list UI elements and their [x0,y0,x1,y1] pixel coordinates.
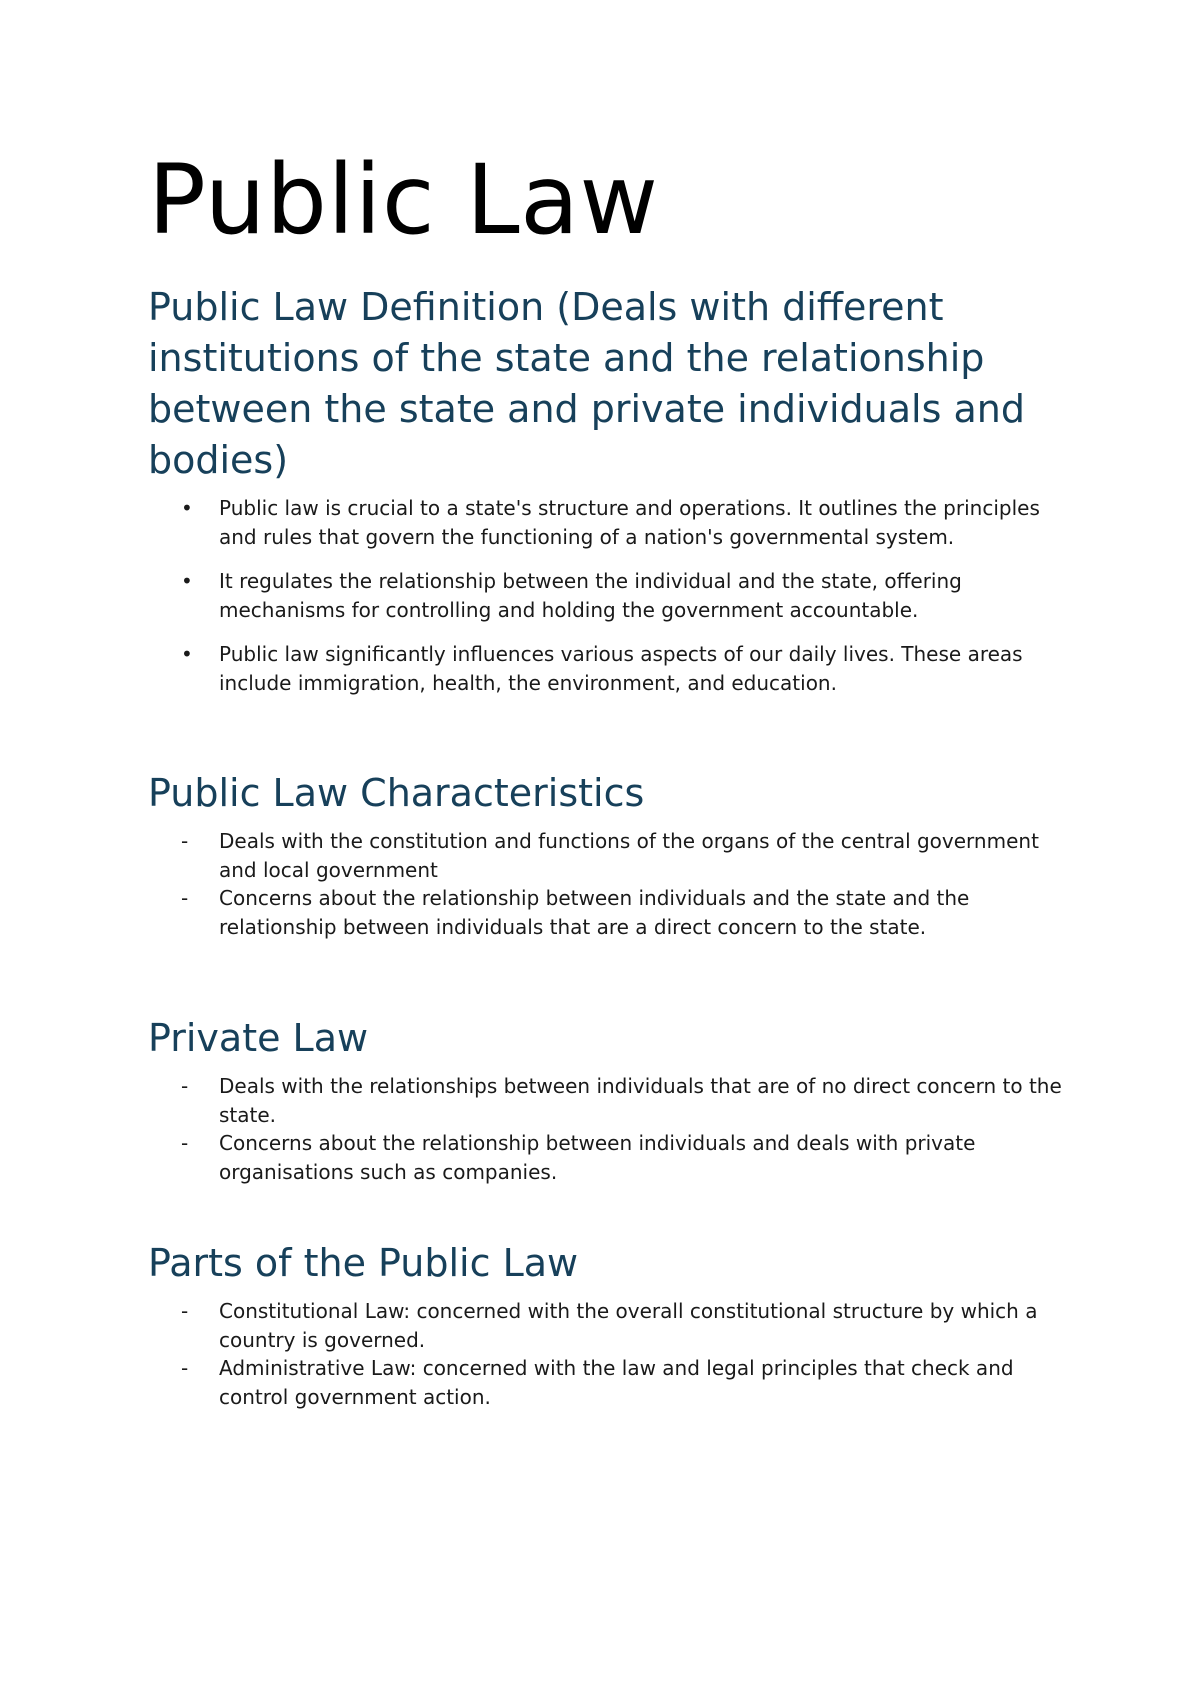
bullet-list [148,494,1080,697]
dash-list [148,827,1080,941]
list-item-text: Concerns about the relationship between individuals and deals with private organisations such as companies. [219,1131,976,1184]
dash-list [148,1072,1080,1186]
list-item-text: Deals with the relationships between individuals that are of no direct concern to the state. [219,1074,1062,1127]
list-item-text: Administrative Law: concerned with the law and legal principles that check and control government action. [219,1356,1014,1409]
list-item [148,1354,1080,1411]
list-item-text: Concerns about the relationship between individuals and the state and the relationship between individuals that are a direct concern to the state. [219,886,970,939]
section-heading: Public Law Definition (Deals with different institutions of the state and the relationship between the state and private individuals and bodies) [148,285,1025,482]
list-item-text: It regulates the relationship between the individual and the state, offering mechanisms for controlling and holding the government accountable. [219,569,962,622]
section-private-law [148,1013,1080,1186]
list-item [148,1297,1080,1354]
dash-marker: - [181,1299,189,1323]
section-parts-of-public-law [148,1238,1080,1411]
list-item [148,494,1080,551]
dash-marker: - [181,1356,189,1380]
list-item [148,884,1080,941]
list-item [148,640,1080,697]
section-heading: Public Law Characteristics [148,771,645,815]
dash-marker: - [181,829,189,853]
list-item-text: Public law is crucial to a state's structure and operations. It outlines the principles and rules that govern the functioning of a nation's governmental system. [219,496,1040,549]
list-item [148,1072,1080,1129]
dash-marker: - [181,886,189,910]
bullet-marker: • [181,569,193,593]
bullet-marker: • [181,642,193,666]
section-public-law-definition [148,282,1080,697]
list-item-text: Public law significantly influences various aspects of our daily lives. These areas include immigration, health, the environment, and education. [219,642,1023,695]
section-public-law-characteristics [148,768,1080,941]
dash-marker: - [181,1131,189,1155]
list-item [148,1129,1080,1186]
bullet-marker: • [181,496,193,520]
document-title: Public Law [148,144,659,256]
dash-marker: - [181,1074,189,1098]
list-item [148,827,1080,884]
section-heading: Private Law [148,1016,369,1060]
list-item [148,567,1080,624]
dash-list [148,1297,1080,1411]
list-item-text: Deals with the constitution and functions of the organs of the central government and local government [219,829,1039,882]
list-item-text: Constitutional Law: concerned with the overall constitutional structure by which a country is governed. [219,1299,1038,1352]
section-heading: Parts of the Public Law [148,1241,579,1285]
